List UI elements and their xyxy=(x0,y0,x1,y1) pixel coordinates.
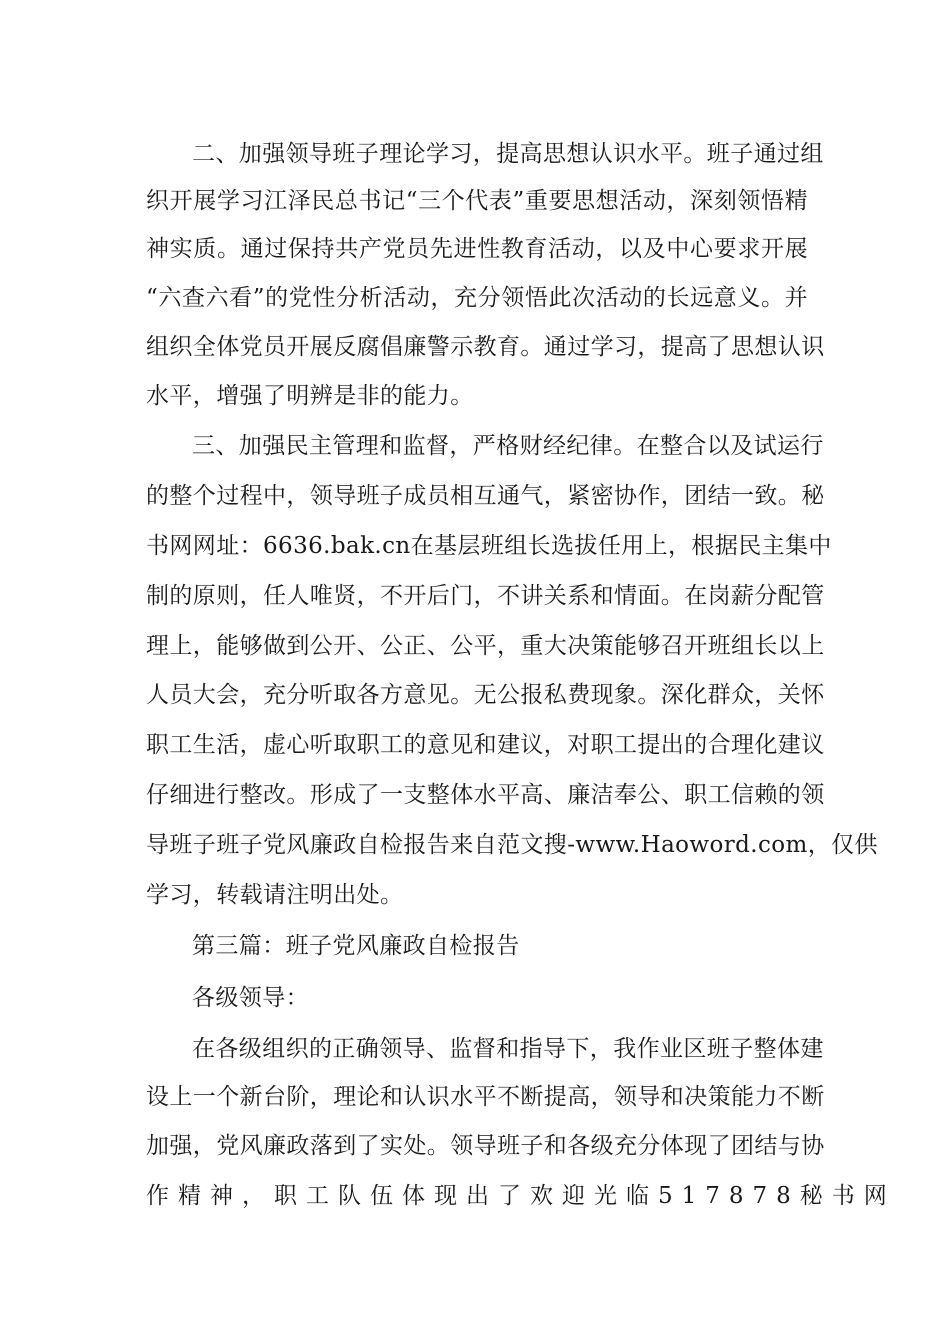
paragraph-3-line-6: 人员大会，充分听取各方意见。无公报私费现象。深化群众，关怀 xyxy=(146,682,825,708)
paragraph-3-line-9: 导班子班子党风廉政自检报告来自范文搜-www.Haoword.com，仅供 xyxy=(146,832,878,858)
paragraph-3-line-10: 学习，转载请注明出处。 xyxy=(146,882,404,908)
paragraph-2-line-5: 组织全体党员开展反腐倡廉警示教育。通过学习，提高了思想认识 xyxy=(146,334,825,360)
paragraph-3-line-4: 制的原则，任人唯贤，不开后门，不讲关系和情面。在岗薪分配管 xyxy=(146,583,825,609)
section-heading: 第三篇：班子党风廉政自检报告 xyxy=(192,933,520,959)
paragraph-2-line-3: 神实质。通过保持共产党员先进性教育活动，以及中心要求开展 xyxy=(146,236,808,262)
paragraph-2-line-4: “六查六看”的党性分析活动，充分领悟此次活动的长远意义。并 xyxy=(146,285,808,311)
paragraph-3-line-7: 职工生活，虚心听取职工的意见和建议，对职工提出的合理化建议 xyxy=(146,732,825,758)
paragraph-2-line-2: 织开展学习江泽民总书记“三个代表”重要思想活动，深刻领悟精 xyxy=(146,188,808,214)
salutation: 各级领导： xyxy=(192,985,309,1011)
paragraph-4-line-3: 加强，党风廉政落到了实处。领导班子和各级充分体现了团结与协 xyxy=(146,1133,825,1159)
paragraph-2-line-1: 二、加强领导班子理论学习，提高思想认识水平。班子通过组 xyxy=(192,141,824,167)
paragraph-4-line-2: 设上一个新台阶，理论和认识水平不断提高，领导和决策能力不断 xyxy=(146,1084,825,1110)
paragraph-4-line-1: 在各级组织的正确领导、监督和指导下，我作业区班子整体建 xyxy=(192,1036,824,1062)
paragraph-4-line-4: 作精神，职工队伍体现出了欢迎光临517878秘书网 xyxy=(146,1183,896,1209)
paragraph-3-line-1: 三、加强民主管理和监督，严格财经纪律。在整合以及试运行 xyxy=(192,433,824,459)
paragraph-3-line-8: 仔细进行整改。形成了一支整体水平高、廉洁奉公、职工信赖的领 xyxy=(146,782,825,808)
paragraph-3-line-3: 书网网址：6636.bak.cn在基层班组长选拔任用上，根据民主集中 xyxy=(146,533,832,559)
paragraph-3-line-5: 理上，能够做到公开、公正、公平，重大决策能够召开班组长以上 xyxy=(146,633,825,659)
paragraph-3-line-2: 的整个过程中，领导班子成员相互通气，紧密协作，团结一致。秘 xyxy=(146,483,825,509)
paragraph-2-line-6: 水平，增强了明辨是非的能力。 xyxy=(146,383,474,409)
